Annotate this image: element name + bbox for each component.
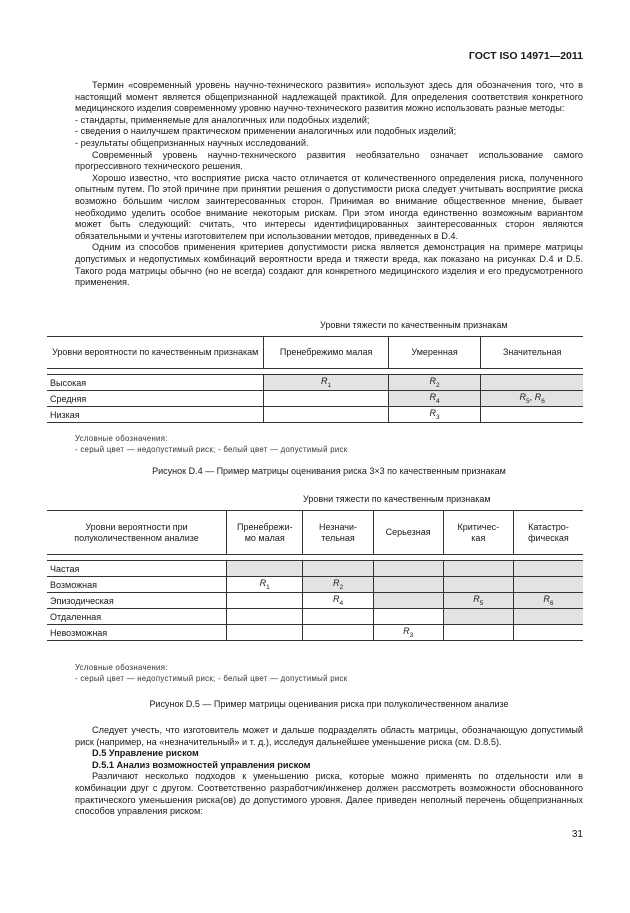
fig5-severity-title: Уровни тяжести по качественным признакам — [303, 494, 491, 504]
intro-paragraph-2: Современный уровень научно-технического развития необязательно означает использование самого прогрессивного технического решения. — [75, 149, 583, 172]
fig5-legend-title: Условные обозначения: — [75, 663, 168, 672]
fig5-row-label: Невозможная — [47, 625, 227, 641]
fig5-cell — [513, 577, 583, 593]
document-header-id: ГОСТ ISO 14971—2011 — [468, 50, 583, 62]
fig4-legend-title: Условные обозначения: — [75, 434, 168, 443]
fig4-cell — [481, 407, 583, 423]
intro-list-item: - сведения о наилучшем практическом применении аналогичных или подобных изделий; — [75, 126, 457, 137]
fig5-matrix — [47, 510, 583, 641]
fig5-row-label: Частая — [47, 561, 227, 577]
section-heading-d5: D.5 Управление риском — [92, 748, 199, 759]
fig5-col-header: Пренебрежи- мо малая — [227, 511, 303, 555]
fig5-cell: $R_3$ — [373, 625, 443, 641]
section-heading-d51: D.5.1 Анализ возможностей управления риском — [92, 759, 311, 770]
intro-paragraph-4: Одним из способов применения критериев допустимости риска является демонстрация на примере матрицы допустимых и недопустимых комбинаций вероятности вреда и тяжести вреда, как показано на рисунках D.4 и D.5. Такого рода матрицы обычно (но не всегда) создают для конкретного медицинского изделия и его предусмотренного применения. — [75, 242, 583, 288]
fig4-matrix — [47, 336, 583, 423]
fig5-cell — [373, 561, 443, 577]
intro-paragraph-3: Хорошо известно, что восприятие риска часто отличается от количественного определения риска, полученного опытным путем. По этой причине при принятии решения о допустимости риска следует учитывать восприятие риска возможно бóльшим числом заинтересованных сторон. Принимая во внимание общественное мнение, бывает необходимо уделить особое внимание некоторым рискам. При этом иногда единственно возможным вариантом может быть следующий: считать, что интересы идентифицированных заинтересованных сторон являются обязательными и учтены изготовителем при использовании методов, приведенных в D.4. — [75, 172, 583, 241]
fig4-cell: $R_2$ — [388, 375, 481, 391]
fig5-row-label: Отдаленная — [47, 609, 227, 625]
fig5-col-header: Серьезная — [373, 511, 443, 555]
fig5-cell — [443, 577, 513, 593]
fig5-cell: $R_5$ — [443, 593, 513, 609]
fig5-cell — [443, 561, 513, 577]
fig4-cell: $R_5$, $R_6$ — [481, 391, 583, 407]
fig5-cell — [373, 593, 443, 609]
fig5-cell — [227, 609, 303, 625]
fig5-row-label: Возможная — [47, 577, 227, 593]
fig4-row-label: Высокая — [47, 375, 264, 391]
fig4-legend — [75, 433, 347, 455]
fig5-cell — [227, 593, 303, 609]
fig4-legend-text: - серый цвет — недопустимый риск; - белый цвет — допустимый риск — [75, 445, 348, 454]
fig4-caption: Рисунок D.4 — Пример матрицы оценивания риска 3×3 по качественным признакам — [152, 466, 506, 476]
fig5-cell — [303, 625, 373, 641]
fig4-row-label: Низкая — [47, 407, 264, 423]
fig4-cell: $R_3$ — [388, 407, 481, 423]
fig5-cell — [373, 609, 443, 625]
fig5-legend — [75, 662, 347, 684]
fig4-col-header: Пренебрежимо малая — [264, 337, 388, 369]
fig4-severity-title: Уровни тяжести по качественным признакам — [320, 320, 508, 330]
fig5-legend-text: - серый цвет — недопустимый риск; - белый цвет — допустимый риск — [75, 674, 348, 683]
fig5-cell — [303, 561, 373, 577]
fig5-cell — [513, 561, 583, 577]
fig4-cell: $R_4$ — [388, 391, 481, 407]
fig5-cell: $R_4$ — [303, 593, 373, 609]
intro-paragraph-1: Термин «современный уровень научно-технического развития» используют здесь для обозначения того, что в настоящий момент является общепризнанной надлежащей практикой. Для определения соответствия конкретного медицинского изделия современному уровню научно-технического развития можно использовать разные методы: — [75, 80, 583, 114]
fig5-cell — [303, 609, 373, 625]
fig4-cell — [481, 375, 583, 391]
page-number: 31 — [571, 829, 583, 840]
fig5-cell — [513, 625, 583, 641]
fig5-col-header: Незначи- тельная — [303, 511, 373, 555]
fig5-cell — [227, 561, 303, 577]
intro-text — [75, 80, 583, 289]
fig5-col-header: Критичес- кая — [443, 511, 513, 555]
fig5-cell: $R_2$ — [303, 577, 373, 593]
fig4-row-label: Средняя — [47, 391, 264, 407]
fig5-cell — [443, 625, 513, 641]
outro-paragraph-1: Следует учесть, что изготовитель может и дальше подразделять область матрицы, обозначающую допустимый риск (например, на «незначительный» и т. д.), исследуя дальнейшее уменьшение риска (см. D.8.5). — [75, 725, 583, 747]
outro-text — [75, 725, 583, 818]
outro-paragraph-2: Различают несколько подходов к уменьшению риска, которые можно применять по отдельности или в комбинации друг с другом. Соответственно разработчик/инженер должен рассмотреть возможности обоснованного практического уменьшения риска(ов) до допустимого уровня. Далее приведен неполный перечень общепризнанных способов управления риском: — [75, 771, 583, 817]
fig4-cell — [264, 407, 388, 423]
fig4-row-header: Уровни вероятности по качественным признакам — [47, 337, 264, 369]
fig4-col-header: Умеренная — [388, 337, 481, 369]
fig4-cell — [264, 391, 388, 407]
intro-list-item: - стандарты, применяемые для аналогичных или подобных изделий; — [75, 114, 370, 125]
fig5-cell — [513, 609, 583, 625]
fig5-cell: $R_6$ — [513, 593, 583, 609]
fig5-cell — [443, 609, 513, 625]
fig5-row-header: Уровни вероятности при полуколичественном анализе — [47, 511, 227, 555]
fig5-cell: $R_1$ — [227, 577, 303, 593]
fig5-col-header: Катастро- фическая — [513, 511, 583, 555]
fig5-cell — [373, 577, 443, 593]
fig5-cell — [227, 625, 303, 641]
intro-list-item: - результаты общепризнанных научных исследований. — [75, 137, 309, 148]
fig4-col-header: Значительная — [481, 337, 583, 369]
fig5-caption: Рисунок D.5 — Пример матрицы оценивания риска при полуколичественном анализе — [149, 699, 509, 709]
fig5-row-label: Эпизодическая — [47, 593, 227, 609]
fig4-cell: $R_1$ — [264, 375, 388, 391]
